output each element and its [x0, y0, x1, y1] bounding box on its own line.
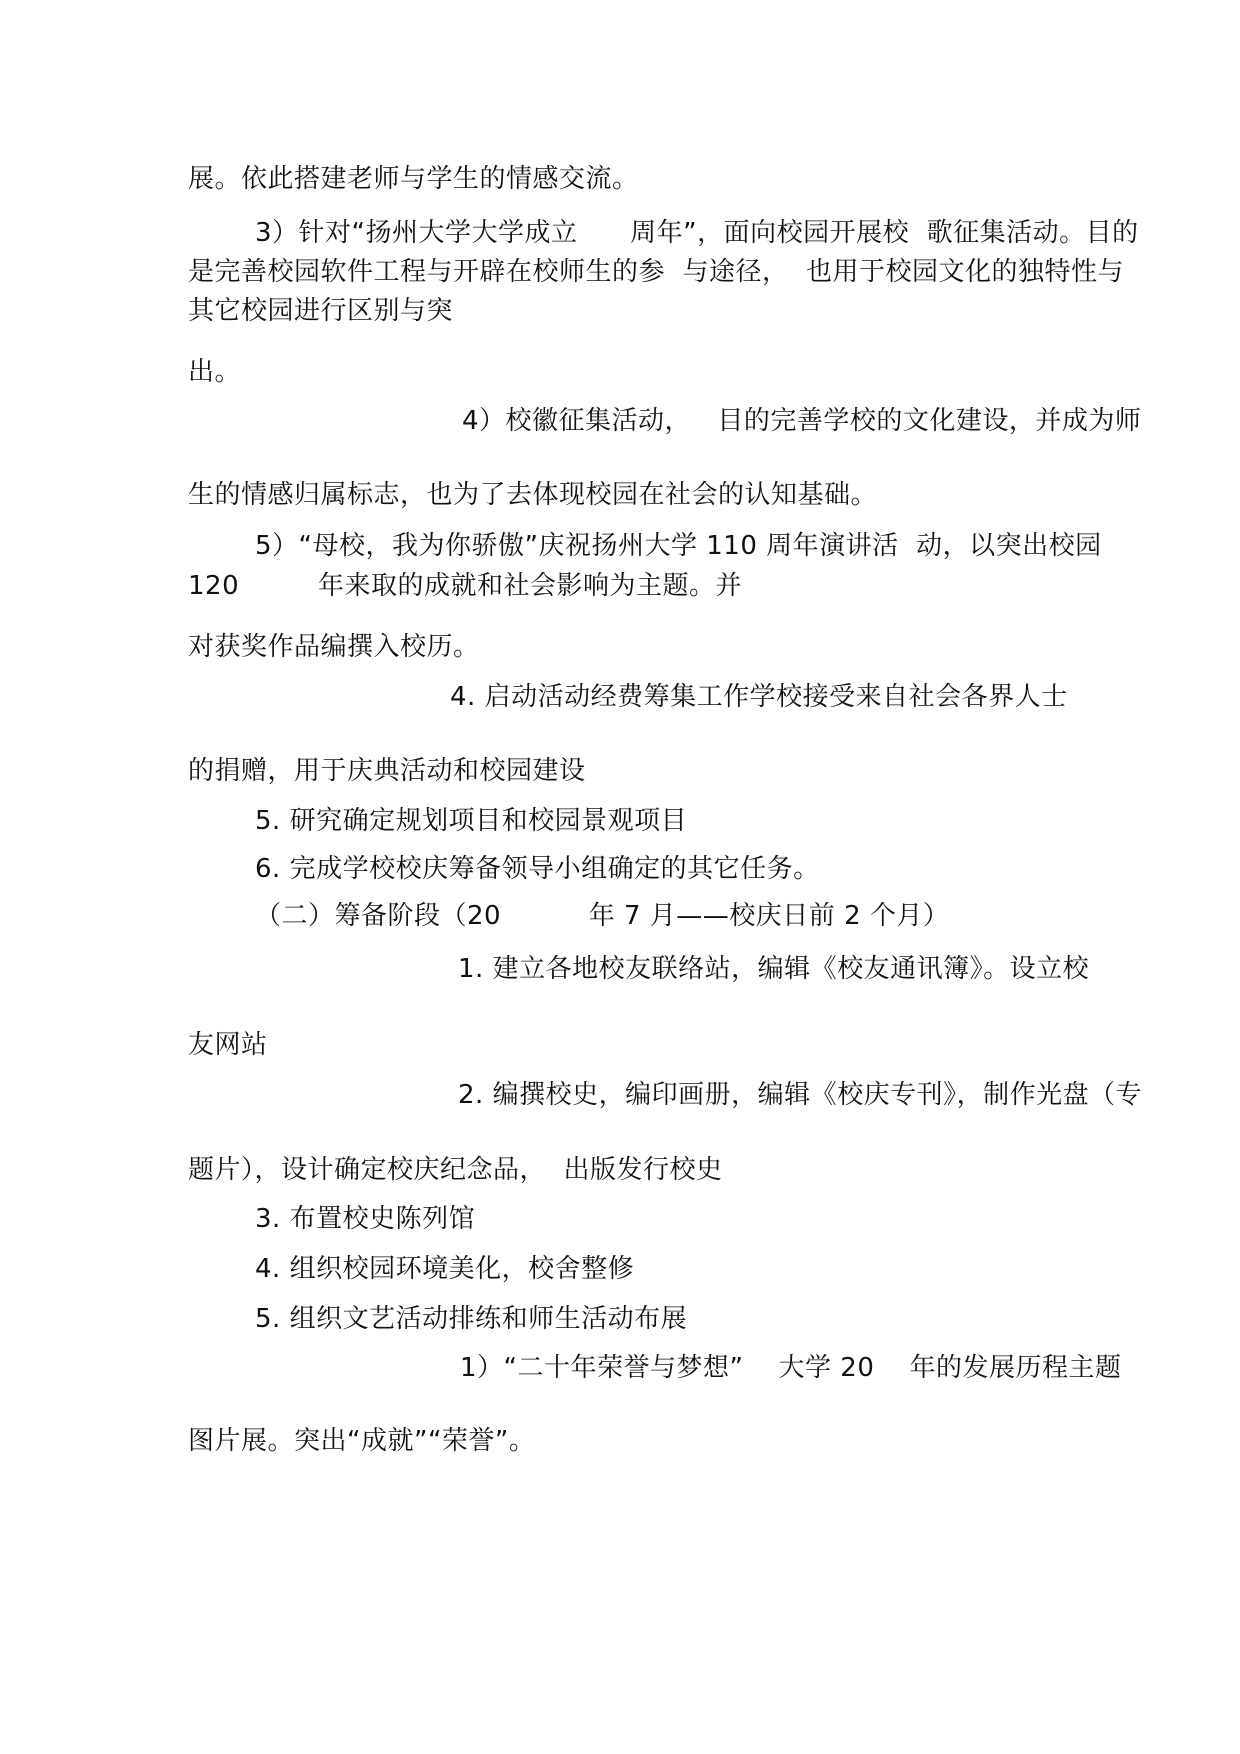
paragraph-line: 5）“母校，我为你骄傲”庆祝扬州大学 110 周年演讲活 动，以突出校园 — [255, 531, 1102, 561]
paragraph-line: 2. 编撰校史，编印画册，编辑《校庆专刊》，制作光盘（专 — [458, 1080, 1143, 1110]
section-heading: （二）筹备阶段（20 年 7 月——校庆日前 2 个月） — [255, 901, 950, 931]
paragraph-line: 5. 组织文艺活动排练和师生活动布展 — [255, 1304, 688, 1334]
paragraph-line: 4. 启动活动经费筹集工作学校接受来自社会各界人士 — [450, 682, 1068, 712]
paragraph-line: 1）“二十年荣誉与梦想” 大学 20 年的发展历程主题 — [460, 1353, 1122, 1383]
paragraph-line: 生的情感归属标志，也为了去体现校园在社会的认知基础。 — [188, 480, 878, 510]
paragraph-line: 图片展。突出“成就”“荣誉”。 — [188, 1426, 536, 1456]
paragraph-line: 3. 布置校史陈列馆 — [255, 1204, 476, 1234]
paragraph-line: 题片），设计确定校庆纪念品， 出版发行校史 — [188, 1155, 723, 1185]
paragraph-line: 展。依此搭建老师与学生的情感交流。 — [188, 164, 639, 194]
paragraph-line: 5. 研究确定规划项目和校园景观项目 — [255, 806, 688, 836]
paragraph-line: 3）针对“扬州大学大学成立 周年”，面向校园开展校 歌征集活动。目的 — [255, 218, 1139, 248]
paragraph-line: 友网站 — [188, 1030, 268, 1060]
paragraph-line: 的捐赠，用于庆典活动和校园建设 — [188, 756, 586, 786]
paragraph-line: 其它校园进行区别与突 — [188, 296, 454, 326]
paragraph-line: 对获奖作品编撰入校历。 — [188, 632, 480, 662]
paragraph-line: 120 年来取的成就和社会影响为主题。并 — [188, 571, 743, 601]
paragraph-line: 4. 组织校园环境美化，校舍整修 — [255, 1254, 635, 1284]
paragraph-line: 1. 建立各地校友联络站，编辑《校友通讯簿》。设立校 — [458, 954, 1090, 984]
paragraph-line: 6. 完成学校校庆筹备领导小组确定的其它任务。 — [255, 854, 820, 884]
paragraph-line: 出。 — [188, 357, 242, 387]
paragraph-line: 4）校徽征集活动， 目的完善学校的文化建设，并成为师 — [462, 406, 1142, 436]
paragraph-line: 是完善校园软件工程与开辟在校师生的参 与途径， 也用于校园文化的独特性与 — [188, 257, 1125, 287]
